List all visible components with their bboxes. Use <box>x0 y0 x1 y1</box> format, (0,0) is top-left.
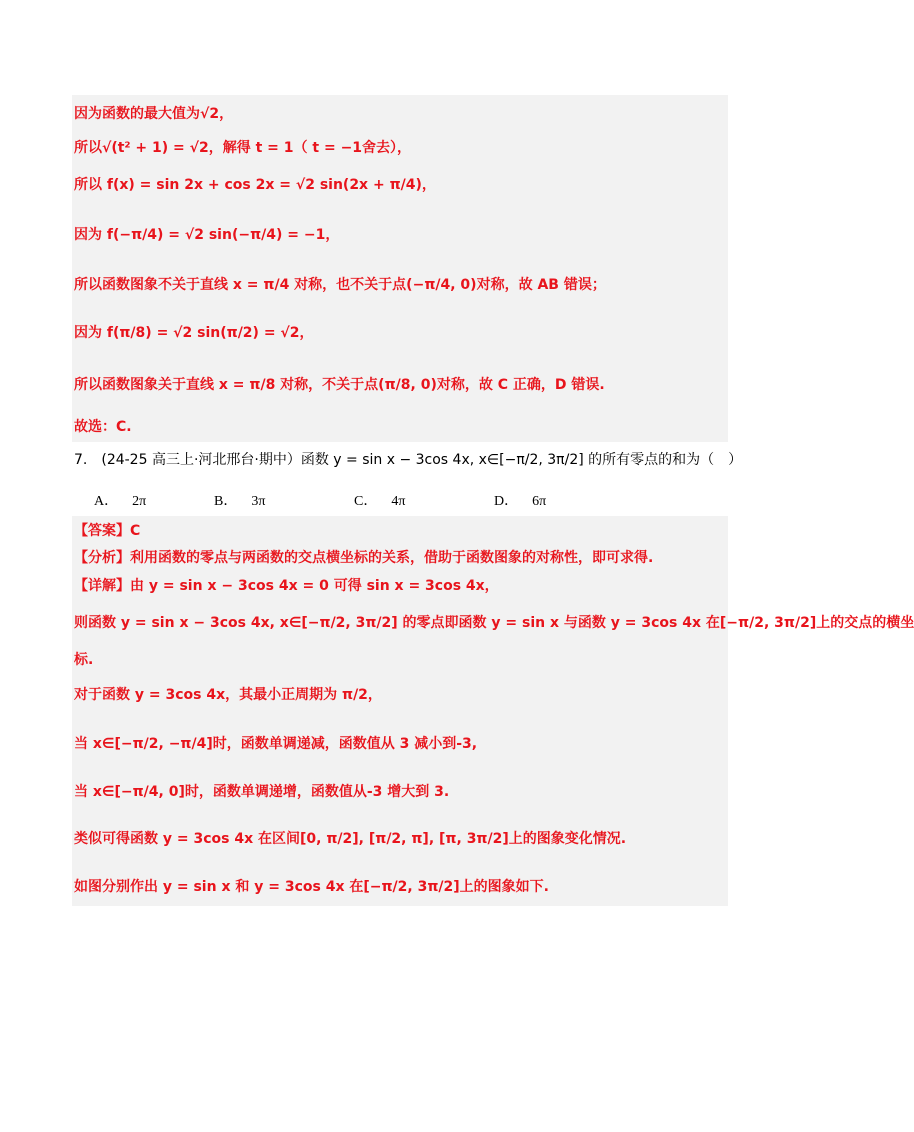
solution-line-3: 所以 f(x) = sin 2x + cos 2x = √2 sin(2x + π/4)， <box>74 177 436 193</box>
solution-line-2: 所以√(t² + 1) = √2，解得 t = 1（ t = −1舍去）， <box>74 140 412 156</box>
solution-line-4: 因为 f(−π/4) = √2 sin(−π/4) = −1， <box>74 227 340 243</box>
detail-line-7: 类似可得函数 y = 3cos 4x 在区间[0, π/2], [π/2, π], [π, 3π/2]上的图象变化情况. <box>74 831 627 847</box>
solution-line-6: 因为 f(π/8) = √2 sin(π/2) = √2， <box>74 325 314 341</box>
option-a[interactable] <box>94 490 146 510</box>
option-d-value: 6π <box>532 494 547 509</box>
detail-line-8: 如图分别作出 y = sin x 和 y = 3cos 4x 在[−π/2, 3π/2]上的图象如下. <box>74 879 549 895</box>
option-b[interactable] <box>214 490 265 510</box>
detail-line-4: 对于函数 y = 3cos 4x，其最小正周期为 π/2， <box>74 687 382 703</box>
option-a-letter: A． <box>94 494 119 509</box>
detail-line-2: 则函数 y = sin x − 3cos 4x, x∈[−π/2, 3π/2] 的零点即函数 y = sin x 与函数 y = 3cos 4x 在[−π/2, 3π/2]上的交点的横坐 <box>74 615 914 631</box>
option-a-value: 2π <box>132 494 147 509</box>
solution-line-5: 所以函数图象不关于直线 x = π/4 对称，也不关于点(−π/4, 0)对称，故 AB 错误； <box>74 277 606 293</box>
solution-line-7: 所以函数图象关于直线 x = π/8 对称，不关于点(π/8, 0)对称，故 C 正确，D 错误. <box>74 377 605 393</box>
detail-line-3: 标. <box>74 652 94 668</box>
option-c-letter: C． <box>354 494 378 509</box>
answer-line: 【答案】C <box>74 523 141 539</box>
solution-line-1: 因为函数的最大值为√2， <box>74 106 234 122</box>
option-b-value: 3π <box>251 494 266 509</box>
option-c-value: 4π <box>391 494 406 509</box>
analysis-line: 【分析】利用函数的零点与两函数的交点横坐标的关系，借助于函数图象的对称性，即可求得. <box>74 550 654 566</box>
solution-line-8: 故选：C. <box>74 419 132 435</box>
option-d-letter: D． <box>494 494 519 509</box>
detail-line-6: 当 x∈[−π/4, 0]时，函数单调递增，函数值从-3 增大到 3. <box>74 784 450 800</box>
option-d[interactable] <box>494 490 546 510</box>
question-7: 7. (24-25 高三上·河北邢台·期中）函数 y = sin x − 3cos 4x, x∈[−π/2, 3π/2] 的所有零点的和为（ ） <box>74 452 743 468</box>
option-b-letter: B． <box>214 494 238 509</box>
option-c[interactable] <box>354 490 405 510</box>
detail-line-1: 【详解】由 y = sin x − 3cos 4x = 0 可得 sin x = 3cos 4x， <box>74 578 499 594</box>
detail-line-5: 当 x∈[−π/2, −π/4]时，函数单调递减，函数值从 3 减小到-3, <box>74 736 478 752</box>
